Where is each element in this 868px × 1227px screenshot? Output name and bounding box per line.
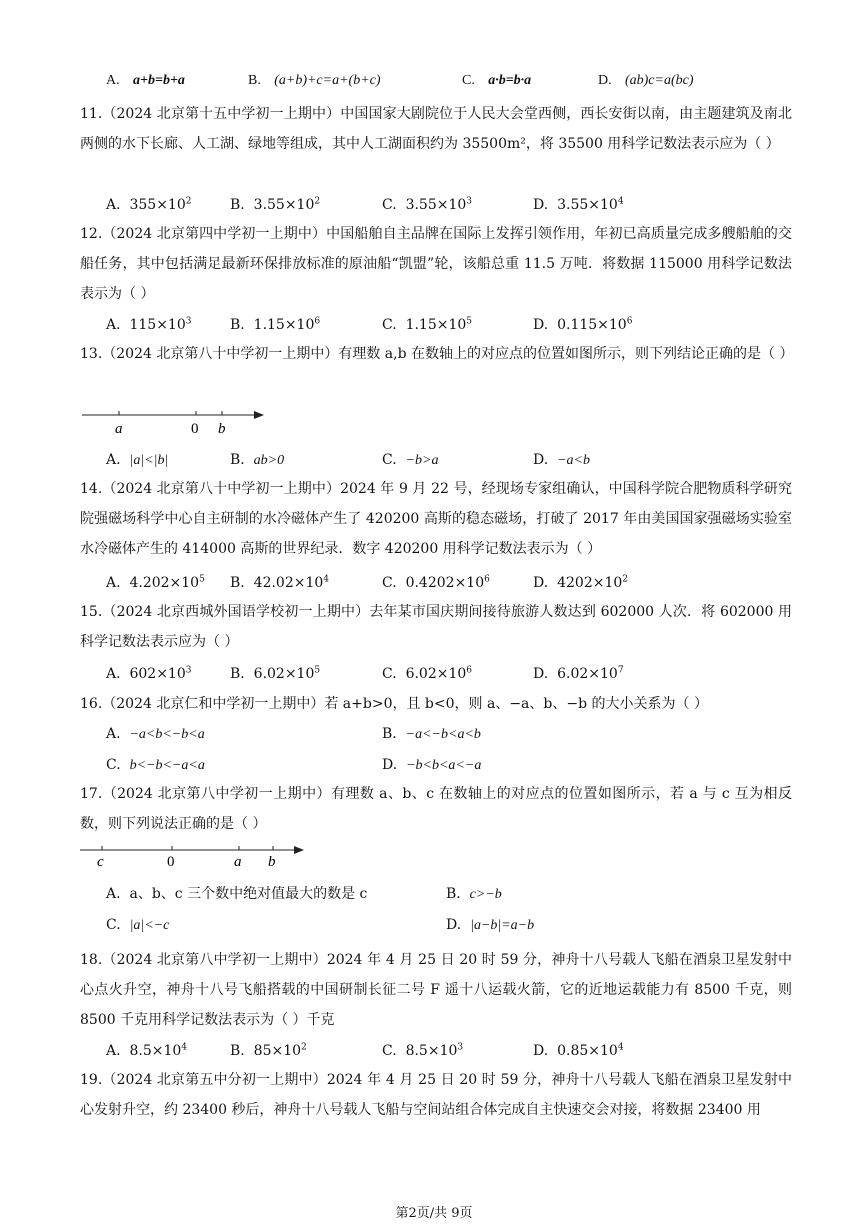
page-footer: 第2页/共 9页 (395, 1206, 473, 1221)
q12-option-a: A. $115\times 10^3$ (106, 316, 192, 333)
q10-option-d-expr: (ab)c=a(bc) (624, 73, 694, 88)
q18-option-c: C. $8.5\times 10^3$ (382, 1042, 464, 1059)
q10-option-b: B. (a+b)+c=a+(b+c) (248, 73, 381, 88)
q17-label-c: c (97, 854, 104, 870)
q12-option-c: C. $1.15\times 10^5$ (382, 316, 473, 333)
q17-option-d: D. |a−b|=a−b (446, 917, 535, 933)
q18-option-b: B. $85\times 10^2$ (230, 1042, 307, 1059)
q13-label-b: b (218, 421, 226, 437)
q14-option-b: B. $42.02\times 10^4$ (230, 574, 330, 591)
q18-text: 18.（2024 北京第八中学初一上期中）2024 年 4 月 25 日 20 时 59 分，神舟十八号载人飞船在酒泉卫星发射中心点火升空，神舟十八号飞船搭载的中国研制长征二号 F 遥十八运载火箭，它的近地运载能力有 8500 千克，则 8500 千克用科学记数法表示为（ ）千克 (80, 952, 792, 1028)
q18-option-a: A. $8.5\times 10^4$ (106, 1042, 188, 1059)
q16-option-c: C. b<−b<−a<a (106, 757, 205, 773)
q10-option-d: D. (ab)c=a(bc) (598, 73, 694, 88)
q17-option-c: C. |a|<−c (106, 917, 170, 933)
q17-label-0: 0 (167, 854, 175, 870)
q14-option-a: A. $4.202\times 10^5$ (106, 574, 205, 591)
q18-option-d: D. $0.85\times 10^4$ (533, 1042, 624, 1059)
q14-option-c: C. $0.4202\times 10^6$ (382, 574, 490, 591)
q13-label-a: a (115, 421, 123, 437)
q17-axis-arrow (294, 846, 304, 854)
q13-option-d: D. −a<b (533, 452, 590, 468)
q12-option-b: B. $1.15\times 10^6$ (230, 316, 321, 333)
q15-text: 15.（2024 北京西城外国语学校初一上期中）去年某市国庆期间接待旅游人数达到 602000 人次．将 602000 用科学记数法表示应为（ ） (80, 604, 792, 650)
q11-option-c: C. $3.55\times 10^3$ (382, 196, 473, 213)
q16-option-a: A. −a<b<−b<a (106, 726, 205, 742)
q10-option-c-expr: a·b=b·a (488, 73, 532, 88)
q17-number-line (78, 838, 318, 872)
q14-option-d: D. $4202\times 10^2$ (533, 574, 629, 591)
q19-text: 19.（2024 北京第五中分初一上期中）2024 年 4 月 25 日 20 时 59 分，神舟十八号载人飞船在酒泉卫星发射中心发射升空，约 23400 秒后，神舟十八号载人飞船与空间站组合体完成自主快速交会对接，将数据 23400 用 (80, 1072, 792, 1118)
q15-option-a: A. $602\times 10^3$ (106, 665, 192, 682)
q13-option-b: B. ab>0 (230, 452, 285, 468)
q13-option-a: A. |a|<|b| (106, 452, 169, 468)
q12-option-d: D. $0.115\times 10^6$ (533, 316, 633, 333)
q12-text: 12.（2024 北京第四中学初一上期中）中国船舶自主品牌在国际上发挥引领作用，年初已高质量完成多艘船舶的交船任务，其中包括满足最新环保排放标准的原油船“凯盟”轮，该船总重 11.5 万吨．将数据 115000 用科学记数法表示为（ ） (80, 226, 792, 302)
q13-axis-arrow (254, 411, 264, 419)
q13-option-c: C. −b>a (382, 452, 439, 468)
q14-text: 14.（2024 北京第八十中学初一上期中）2024 年 9 月 22 号，经现场专家组确认，中国科学院合肥物质科学研究院强磁场科学中心自主研制的水冷磁体产生了 420200 高斯的稳态磁场，打破了 2017 年由美国国家强磁场实验室水冷磁体产生的 414000 高斯的世界纪录．数字 420200 用科学记数法表示为（ ） (80, 481, 792, 557)
q16-option-b: B. −a<−b<a<b (382, 726, 481, 742)
q16-option-d: D. −b<b<a<−a (382, 757, 482, 773)
q10-option-b-expr: (a+b)+c=a+(b+c) (274, 73, 381, 88)
q11-option-d: D. $3.55\times 10^4$ (533, 196, 624, 213)
q13-label-0: 0 (191, 421, 199, 437)
q10-option-a: A. a+b=b+a (106, 73, 185, 88)
q13-number-line (78, 402, 278, 438)
q11-option-a: A. $355\times 10^2$ (106, 196, 192, 213)
q10-option-a-expr: a+b=b+a (132, 73, 185, 88)
q17-label-b: b (268, 854, 276, 870)
q16-text: 16.（2024 北京仁和中学初一上期中）若 a+b>0，且 b<0，则 a、−a、b、−b 的大小关系为（ ） (80, 696, 708, 712)
q11-option-b: B. $3.55\times 10^2$ (230, 196, 321, 213)
q15-option-c: C. $6.02\times 10^6$ (382, 665, 473, 682)
q15-option-d: D. $6.02\times 10^7$ (533, 665, 624, 682)
q13-text: 13.（2024 北京第八十中学初一上期中）有理数 a,b 在数轴上的对应点的位置如图所示，则下列结论正确的是（ ） (80, 346, 794, 362)
q17-option-a: A. a、b、c 三个数中绝对值最大的数是 c (106, 886, 368, 902)
q17-option-b: B. c>−b (446, 886, 502, 902)
q17-label-a: a (234, 854, 242, 870)
q17-text: 17.（2024 北京第八中学初一上期中）有理数 a、b、c 在数轴上的对应点的位置如图所示，若 a 与 c 互为相反数，则下列说法正确的是（ ） (80, 786, 792, 832)
q10-option-c: C. a·b=b·a (462, 73, 532, 88)
q11-text: 11.（2024 北京第十五中学初一上期中）中国国家大剧院位于人民大会堂西侧，西长安街以南，由主题建筑及南北两侧的水下长廊、人工湖、绿地等组成，其中人工湖面积约为 35500m²，将 35500 用科学记数法表示应为（ ） (80, 106, 792, 152)
q15-option-b: B. $6.02\times 10^5$ (230, 665, 321, 682)
